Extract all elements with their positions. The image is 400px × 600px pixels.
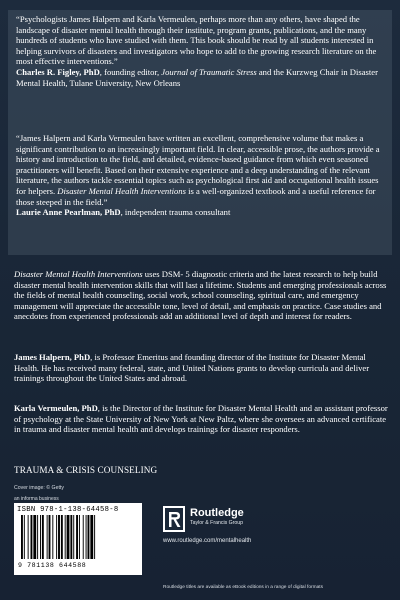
barcode-bar	[67, 515, 70, 559]
barcode-bar	[76, 515, 78, 559]
cover-credit: Cover image: © Getty	[14, 485, 64, 491]
endorsement-2-quote	[16, 133, 388, 207]
author-bio-1	[14, 352, 390, 384]
barcode-bar	[21, 515, 23, 559]
ebook-note: Routledge titles are available as eBook editions in a range of digital formats	[163, 585, 323, 590]
endorsement-1-quote: “Psychologists James Halpern and Karla Vermeulen, perhaps more than any others, have shaped the landscape of disaster mental health through their institute, program grants, publications, and the many hundreds of students who have studied with them. This book should be read by all students interested in helping survivors of disasters and investigators who hope to add to the growing research literature on the most effective interventions.”	[16, 14, 377, 67]
isbn-digits: 9 781138 644588	[18, 562, 87, 569]
barcode-bar	[94, 515, 95, 559]
endorsement-1-attribution	[16, 67, 388, 88]
barcode-bar	[28, 515, 29, 559]
endorsement-2-book-title: Disaster Mental Health Interventions	[57, 185, 186, 196]
barcode-bar	[24, 515, 25, 559]
routledge-logo-icon	[163, 506, 185, 532]
endorsement-2-affil: , independent trauma consultant	[120, 207, 231, 218]
endorsement-1-affil-pre: , founding editor,	[99, 66, 162, 77]
barcode-bar	[58, 515, 60, 559]
description-text: uses DSM- 5 diagnostic criteria and the latest research to help build disaster mental health intervention skills that will last a lifetime. Students and emerging professionals across the fields of mental health counseling, social work, school counseling, spiritual care, and emergency management will appreciate the accessible tone, level of detail, and emphasis on practice. Case studies and anecdotes from experienced professionals add an additional level of depth and interest for readers.	[14, 269, 387, 322]
barcode-bar	[33, 515, 36, 559]
endorsement-2-attribution	[16, 207, 388, 218]
barcode-bar	[86, 515, 87, 559]
endorsement-2	[16, 133, 388, 218]
barcode-bar	[49, 515, 51, 559]
endorsement-1	[16, 14, 388, 88]
endorsement-1-affil-post: and the Kurzweg Chair in Disaster Mental Health, Tulane University, New Orleans	[16, 66, 378, 88]
barcode-bar	[31, 515, 33, 559]
publisher-group: Taylor & Francis Group	[190, 520, 244, 526]
endorsement-2-text-post: is a well-organized textbook and a useful reference for those steeped in the field.”	[16, 185, 376, 207]
barcode-bar	[73, 515, 74, 559]
barcode-bar	[52, 515, 53, 559]
barcode-bar	[65, 515, 66, 559]
imprint-line: an informa business	[14, 496, 59, 502]
bio-1-name: James Halpern, PhD	[14, 352, 91, 362]
barcode-bar	[37, 515, 38, 559]
endorsement-2-author: Laurie Anne Pearlman, PhD	[16, 207, 121, 218]
barcode-bar	[47, 515, 48, 559]
barcode-bar	[83, 515, 84, 559]
isbn-barcode	[14, 503, 142, 575]
bio-2-text: , is the Director of the Institute for Disaster Mental Health and an assistant professor of psychology at the State University of New York at New Paltz, where she oversees an advanced certificate in trauma and disaster mental health and develops trainings for disaster responders.	[14, 403, 388, 435]
publisher-name: Routledge	[190, 507, 244, 519]
isbn-label: ISBN 978-1-138-64458-8	[17, 506, 119, 514]
barcode-bars	[20, 515, 136, 559]
endorsement-2-text-pre: “James Halpern and Karla Vermeulen have written an excellent, comprehensive volume that makes a significant contribution to an increasingly important field. In clear, accessible prose, the authors provide a history and introduction to the field, and detailed, evidence-based guidance from which even seasoned practitioners will benefit. Based on their extensive experience and a deep understanding of the relevant literature, the authors tackle essential topics such as psychological first aid and occupational health issues for helpers.	[16, 133, 380, 196]
barcode-bar	[42, 515, 44, 559]
description-book-title: Disaster Mental Health Interventions	[14, 269, 143, 279]
barcode-bar	[61, 515, 63, 559]
category-label: TRAUMA & CRISIS COUNSELING	[14, 465, 158, 475]
barcode-bar	[40, 515, 41, 559]
book-description	[14, 269, 390, 322]
endorsement-1-author: Charles R. Figley, PhD	[16, 66, 100, 77]
bio-1-text: , is Professor Emeritus and founding director of the Institute for Disaster Mental Health. He has received many federal, state, and United Nations grants to develop curricula and deliver trainings throughout the United States and abroad.	[14, 352, 370, 384]
barcode-bar	[90, 515, 93, 559]
barcode-bar	[88, 515, 90, 559]
author-bio-2	[14, 403, 390, 435]
endorsement-1-journal: Journal of Traumatic Stress	[161, 66, 257, 77]
publisher-url[interactable]: www.routledge.com/mentalhealth	[163, 538, 252, 544]
bio-2-name: Karla Vermeulen, PhD	[14, 403, 98, 413]
barcode-bar	[70, 515, 72, 559]
barcode-bar	[79, 515, 80, 559]
barcode-bar	[56, 515, 57, 559]
